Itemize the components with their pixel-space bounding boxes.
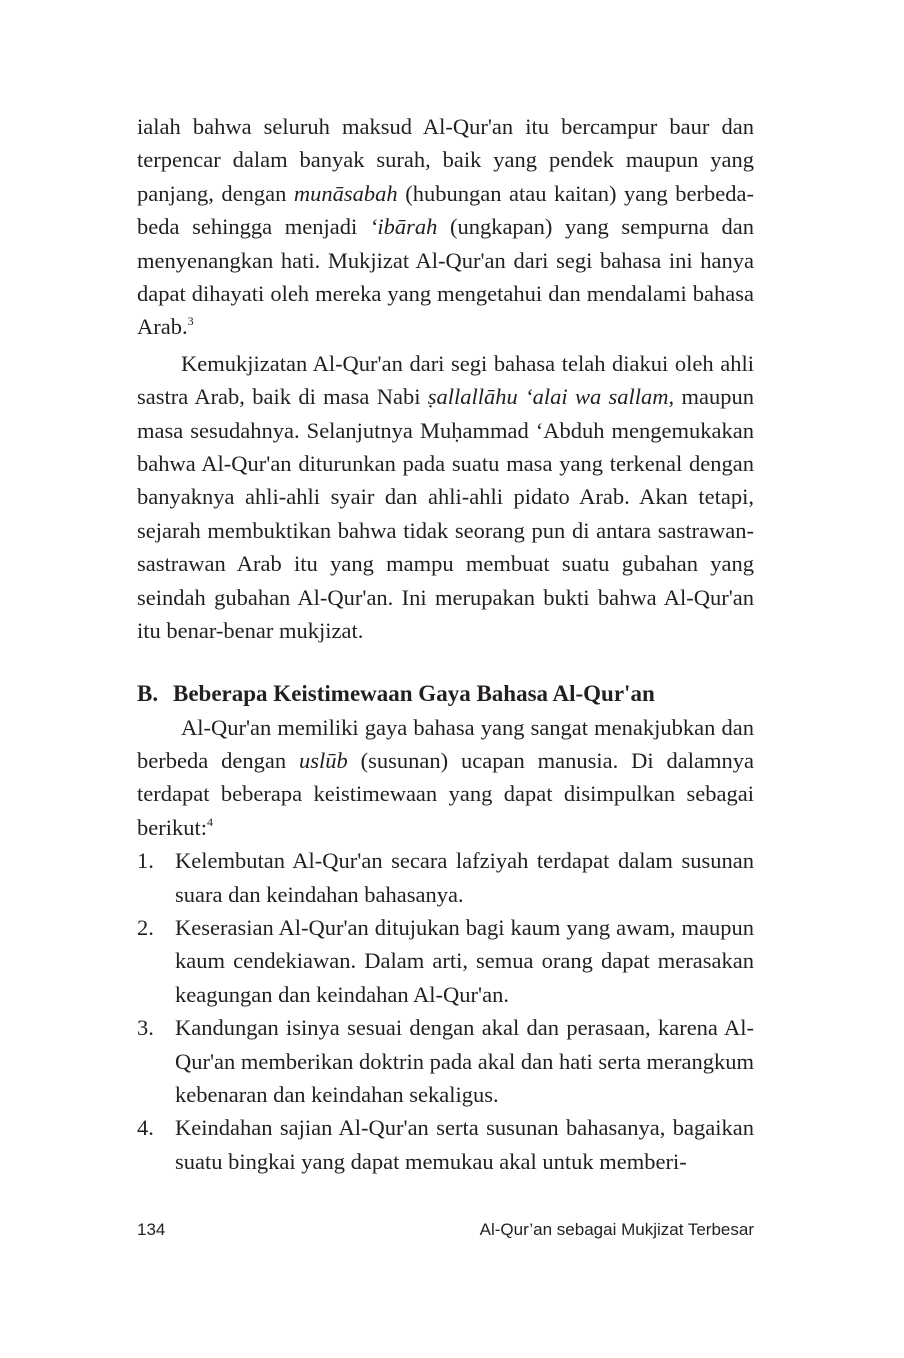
footnote-ref[interactable]: 4 — [206, 814, 213, 829]
list-number: 4. — [137, 1115, 154, 1141]
list-text: Kandungan isinya sesuai dengan akal dan perasaan, karena Al-Qur'an memberikan doktrin pada akal dan hati serta merangkum kebenaran dan keindahan sekaligus. — [175, 1015, 754, 1107]
footnote-ref[interactable]: 3 — [187, 314, 194, 329]
italic-term: ṣallallāhu ‘alai wa sallam — [427, 384, 669, 410]
section-title: Beberapa Keistimewaan Gaya Bahasa Al-Qur'an — [173, 680, 655, 706]
text-run: (susunan) ucapan manusia. Di dalamnya terdapat beberapa keistimewaan yang dapat disimpulkan sebagai berikut: — [137, 747, 754, 840]
list-text: Kelembutan Al-Qur'an secara lafziyah terdapat dalam susunan suara dan keindahan bahasanya. — [175, 848, 754, 907]
paragraph-3 — [137, 711, 754, 845]
list-item — [137, 1111, 754, 1178]
paragraph-2 — [137, 347, 754, 648]
text-run: (ungkapan) yang sempurna dan menyenangkan hati. Mukjizat Al-Qur'an dari segi bahasa ini hanya dapat dihayati oleh mereka yang mengetahui dan mendalami bahasa Arab. — [137, 214, 755, 340]
italic-term: munāsabah — [293, 180, 398, 206]
running-title: Al-Qur’an sebagai Mukjizat Terbesar — [479, 1220, 754, 1239]
list-number: 1. — [137, 848, 154, 874]
feature-list — [137, 844, 754, 1178]
text-run: Kemukjizatan Al-Qur'an dari segi bahasa telah diakui oleh ahli sastra Arab, baik di masa Nabi — [137, 350, 754, 410]
text-run: ialah bahwa seluruh maksud Al-Qur'an itu bercampur baur dan terpencar dalam banyak surah, baik yang pendek maupun yang panjang, dengan — [137, 114, 754, 206]
section-letter: B. — [137, 680, 159, 706]
italic-term: uslūb — [298, 747, 348, 773]
list-item — [137, 844, 754, 911]
list-item — [137, 1011, 754, 1111]
text-run: (hubungan atau kaitan) yang berbeda-beda sehingga menjadi — [137, 180, 755, 240]
page-body — [137, 110, 754, 1178]
page-number: 134 — [137, 1220, 166, 1239]
text-run: , maupun masa sesudahnya. Selanjutnya Muḥammad ‘Abduh mengemukakan bahwa Al-Qur'an diturunkan pada suatu masa yang terkenal dengan banyaknya ahli-ahli syair dan ahli-ahli pidato Arab. Akan tetapi, sejarah membuktikan bahwa tidak seorang pun di antara sastrawan-sastrawan Arab itu yang mampu membuat suatu gubahan yang seindah gubahan Al-Qur'an. Ini merupakan bukti bahwa Al-Qur'an itu benar-benar mukjizat. — [137, 384, 754, 644]
list-number: 2. — [137, 914, 154, 940]
italic-term: ‘ibārah — [369, 214, 438, 240]
list-item — [137, 911, 754, 1011]
section-heading — [137, 677, 754, 711]
list-text: Keindahan sajian Al-Qur'an serta susunan bahasanya, bagaikan suatu bingkai yang dapat memukau akal untuk memberi- — [175, 1115, 754, 1174]
list-number: 3. — [137, 1015, 154, 1041]
list-text: Keserasian Al-Qur'an ditujukan bagi kaum yang awam, maupun kaum cendekiawan. Dalam arti, semua orang dapat merasakan keagungan dan keindahan Al-Qur'an. — [175, 914, 754, 1007]
text-run: Al-Qur'an memiliki gaya bahasa yang sangat menakjubkan dan berbeda dengan — [137, 714, 754, 773]
paragraph-1 — [137, 110, 754, 344]
